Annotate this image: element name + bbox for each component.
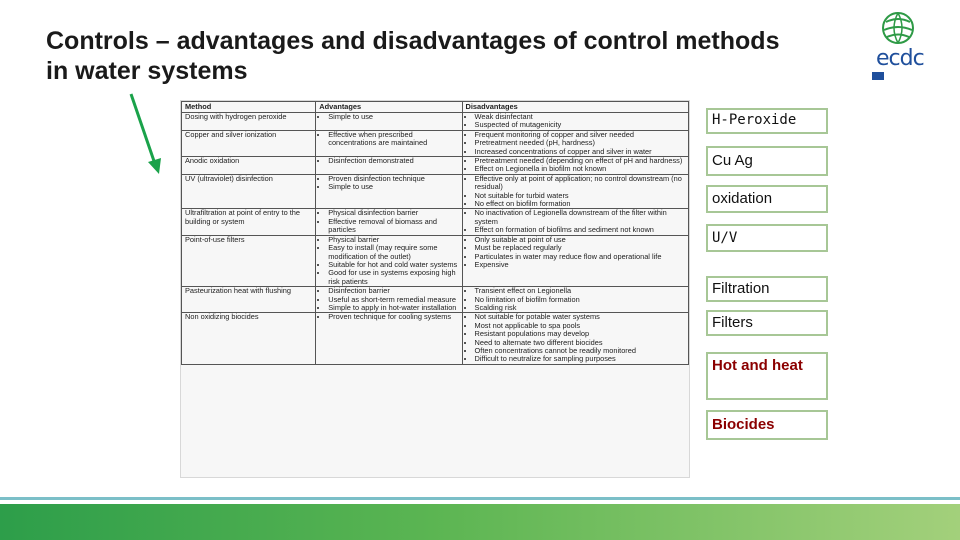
header-method: Method [182, 102, 316, 113]
advantages-list [319, 313, 458, 321]
disadvantages-cell [462, 209, 688, 235]
disadvantages-item: • Pretreatment needed (pH, hardness) [475, 139, 685, 147]
advantages-item: • Useful as short-term remedial measure [328, 296, 458, 304]
disadvantages-item: • No limitation of biofilm formation [475, 296, 685, 304]
disadvantages-cell [462, 174, 688, 209]
eu-flag-icon [872, 72, 884, 80]
disadvantages-item: • Only suitable at point of use [475, 236, 685, 244]
advantages-cell [316, 174, 462, 209]
header-disadvantages: Disadvantages [462, 102, 688, 113]
green-arrow-icon [125, 92, 165, 176]
advantages-item: • Simple to apply in hot-water installation [328, 304, 458, 312]
advantages-item: • Proven disinfection technique [328, 175, 458, 183]
disadvantages-item: • Effect on Legionella in biofilm not known [475, 165, 685, 173]
method-cell: Point-of-use filters [182, 235, 316, 286]
disadvantages-cell [462, 157, 688, 175]
advantages-item: • Proven technique for cooling systems [328, 313, 458, 321]
advantages-cell [316, 313, 462, 364]
disadvantages-item: • Not suitable for potable water systems [475, 313, 685, 321]
advantages-cell [316, 130, 462, 156]
table-row [182, 287, 689, 313]
disadvantages-item: • Scalding risk [475, 304, 685, 312]
advantages-list [319, 157, 458, 165]
advantages-item: • Physical barrier [328, 236, 458, 244]
disadvantages-item: • Pretreatment needed (depending on effect of pH and hardness) [475, 157, 685, 165]
slide-title: Controls – advantages and disadvantages of control methods in water systems [46, 27, 780, 85]
table-row [182, 113, 689, 131]
table-row [182, 157, 689, 175]
disadvantages-item: • Most not applicable to spa pools [475, 322, 685, 330]
disadvantages-list [466, 157, 685, 174]
advantages-list [319, 131, 458, 148]
disadvantages-item: • No effect on biofilm formation [475, 200, 685, 208]
label-uv: U/V [706, 224, 828, 252]
method-cell: Pasteurization heat with flushing [182, 287, 316, 313]
disadvantages-item: • Particulates in water may reduce flow and operational life [475, 253, 685, 261]
disadvantages-list [466, 313, 685, 363]
methods-table [181, 101, 689, 365]
label-biocides: Biocides [706, 410, 828, 440]
disadvantages-item: • Increased concentrations of copper and silver in water [475, 148, 685, 156]
advantages-cell [316, 113, 462, 131]
disadvantages-item: • Resistant populations may develop [475, 330, 685, 338]
disadvantages-item: • Often concentrations cannot be readily monitored [475, 347, 685, 355]
advantages-item: • Simple to use [328, 183, 458, 191]
table-row [182, 235, 689, 286]
footer-bar [0, 504, 960, 540]
advantages-item: • Disinfection demonstrated [328, 157, 458, 165]
advantages-item: • Suitable for hot and cold water systems [328, 261, 458, 269]
method-cell: Ultrafiltration at point of entry to the building or system [182, 209, 316, 235]
method-cell: Non oxidizing biocides [182, 313, 316, 364]
footer-divider [0, 497, 960, 500]
table-row [182, 174, 689, 209]
label-cu-ag: Cu Ag [706, 146, 828, 176]
advantages-list [319, 175, 458, 192]
advantages-cell [316, 157, 462, 175]
disadvantages-list [466, 287, 685, 312]
disadvantages-item: • Suspected of mutagenicity [475, 121, 685, 129]
header-advantages: Advantages [316, 102, 462, 113]
label-oxidation: oxidation [706, 185, 828, 213]
disadvantages-cell [462, 287, 688, 313]
disadvantages-list [466, 113, 685, 130]
label-filtration: Filtration [706, 276, 828, 302]
disadvantages-list [466, 175, 685, 209]
advantages-list [319, 113, 458, 121]
method-cell: Dosing with hydrogen peroxide [182, 113, 316, 131]
advantages-list [319, 209, 458, 234]
globe-icon [878, 10, 918, 46]
disadvantages-list [466, 209, 685, 234]
disadvantages-item: • Must be replaced regularly [475, 244, 685, 252]
advantages-item: • Simple to use [328, 113, 458, 121]
advantages-item: • Easy to install (may require some modification of the outlet) [328, 244, 458, 261]
disadvantages-item: • Difficult to neutralize for sampling purposes [475, 355, 685, 363]
disadvantages-item: • Expensive [475, 261, 685, 269]
disadvantages-item: • Not suitable for turbid waters [475, 192, 685, 200]
advantages-item: • Physical disinfection barrier [328, 209, 458, 217]
disadvantages-list [466, 236, 685, 270]
disadvantages-cell [462, 313, 688, 364]
disadvantages-cell [462, 130, 688, 156]
label-filters: Filters [706, 310, 828, 336]
table-row [182, 313, 689, 364]
advantages-item: • Good for use in systems exposing high risk patients [328, 269, 458, 286]
method-cell: Anodic oxidation [182, 157, 316, 175]
disadvantages-item: • Weak disinfectant [475, 113, 685, 121]
advantages-item: • Disinfection barrier [328, 287, 458, 295]
disadvantages-list [466, 131, 685, 156]
label-h-peroxide: H-Peroxide [706, 108, 828, 134]
disadvantages-item: • No inactivation of Legionella downstream of the filter within system [475, 209, 685, 226]
disadvantages-item: • Need to alternate two different biocides [475, 339, 685, 347]
disadvantages-item: • Effective only at point of application; no control downstream (no residual) [475, 175, 685, 192]
method-cell: Copper and silver ionization [182, 130, 316, 156]
table-row [182, 130, 689, 156]
advantages-cell [316, 209, 462, 235]
disadvantages-item: • Frequent monitoring of copper and silver needed [475, 131, 685, 139]
method-cell: UV (ultraviolet) disinfection [182, 174, 316, 209]
disadvantages-item: • Effect on formation of biofilms and sediment not known [475, 226, 685, 234]
disadvantages-cell [462, 113, 688, 131]
advantages-item: • Effective removal of biomass and particles [328, 218, 458, 235]
disadvantages-item: • Transient effect on Legionella [475, 287, 685, 295]
ecdc-logo [856, 10, 936, 74]
advantages-item: • Effective when prescribed concentrations are maintained [328, 131, 458, 148]
advantages-list [319, 236, 458, 286]
scanned-table-image [180, 100, 690, 478]
table-row [182, 209, 689, 235]
advantages-cell [316, 235, 462, 286]
advantages-cell [316, 287, 462, 313]
advantages-list [319, 287, 458, 312]
label-hot-and-heat: Hot and heat [706, 352, 828, 400]
logo-text: ecdc [876, 46, 924, 71]
disadvantages-cell [462, 235, 688, 286]
